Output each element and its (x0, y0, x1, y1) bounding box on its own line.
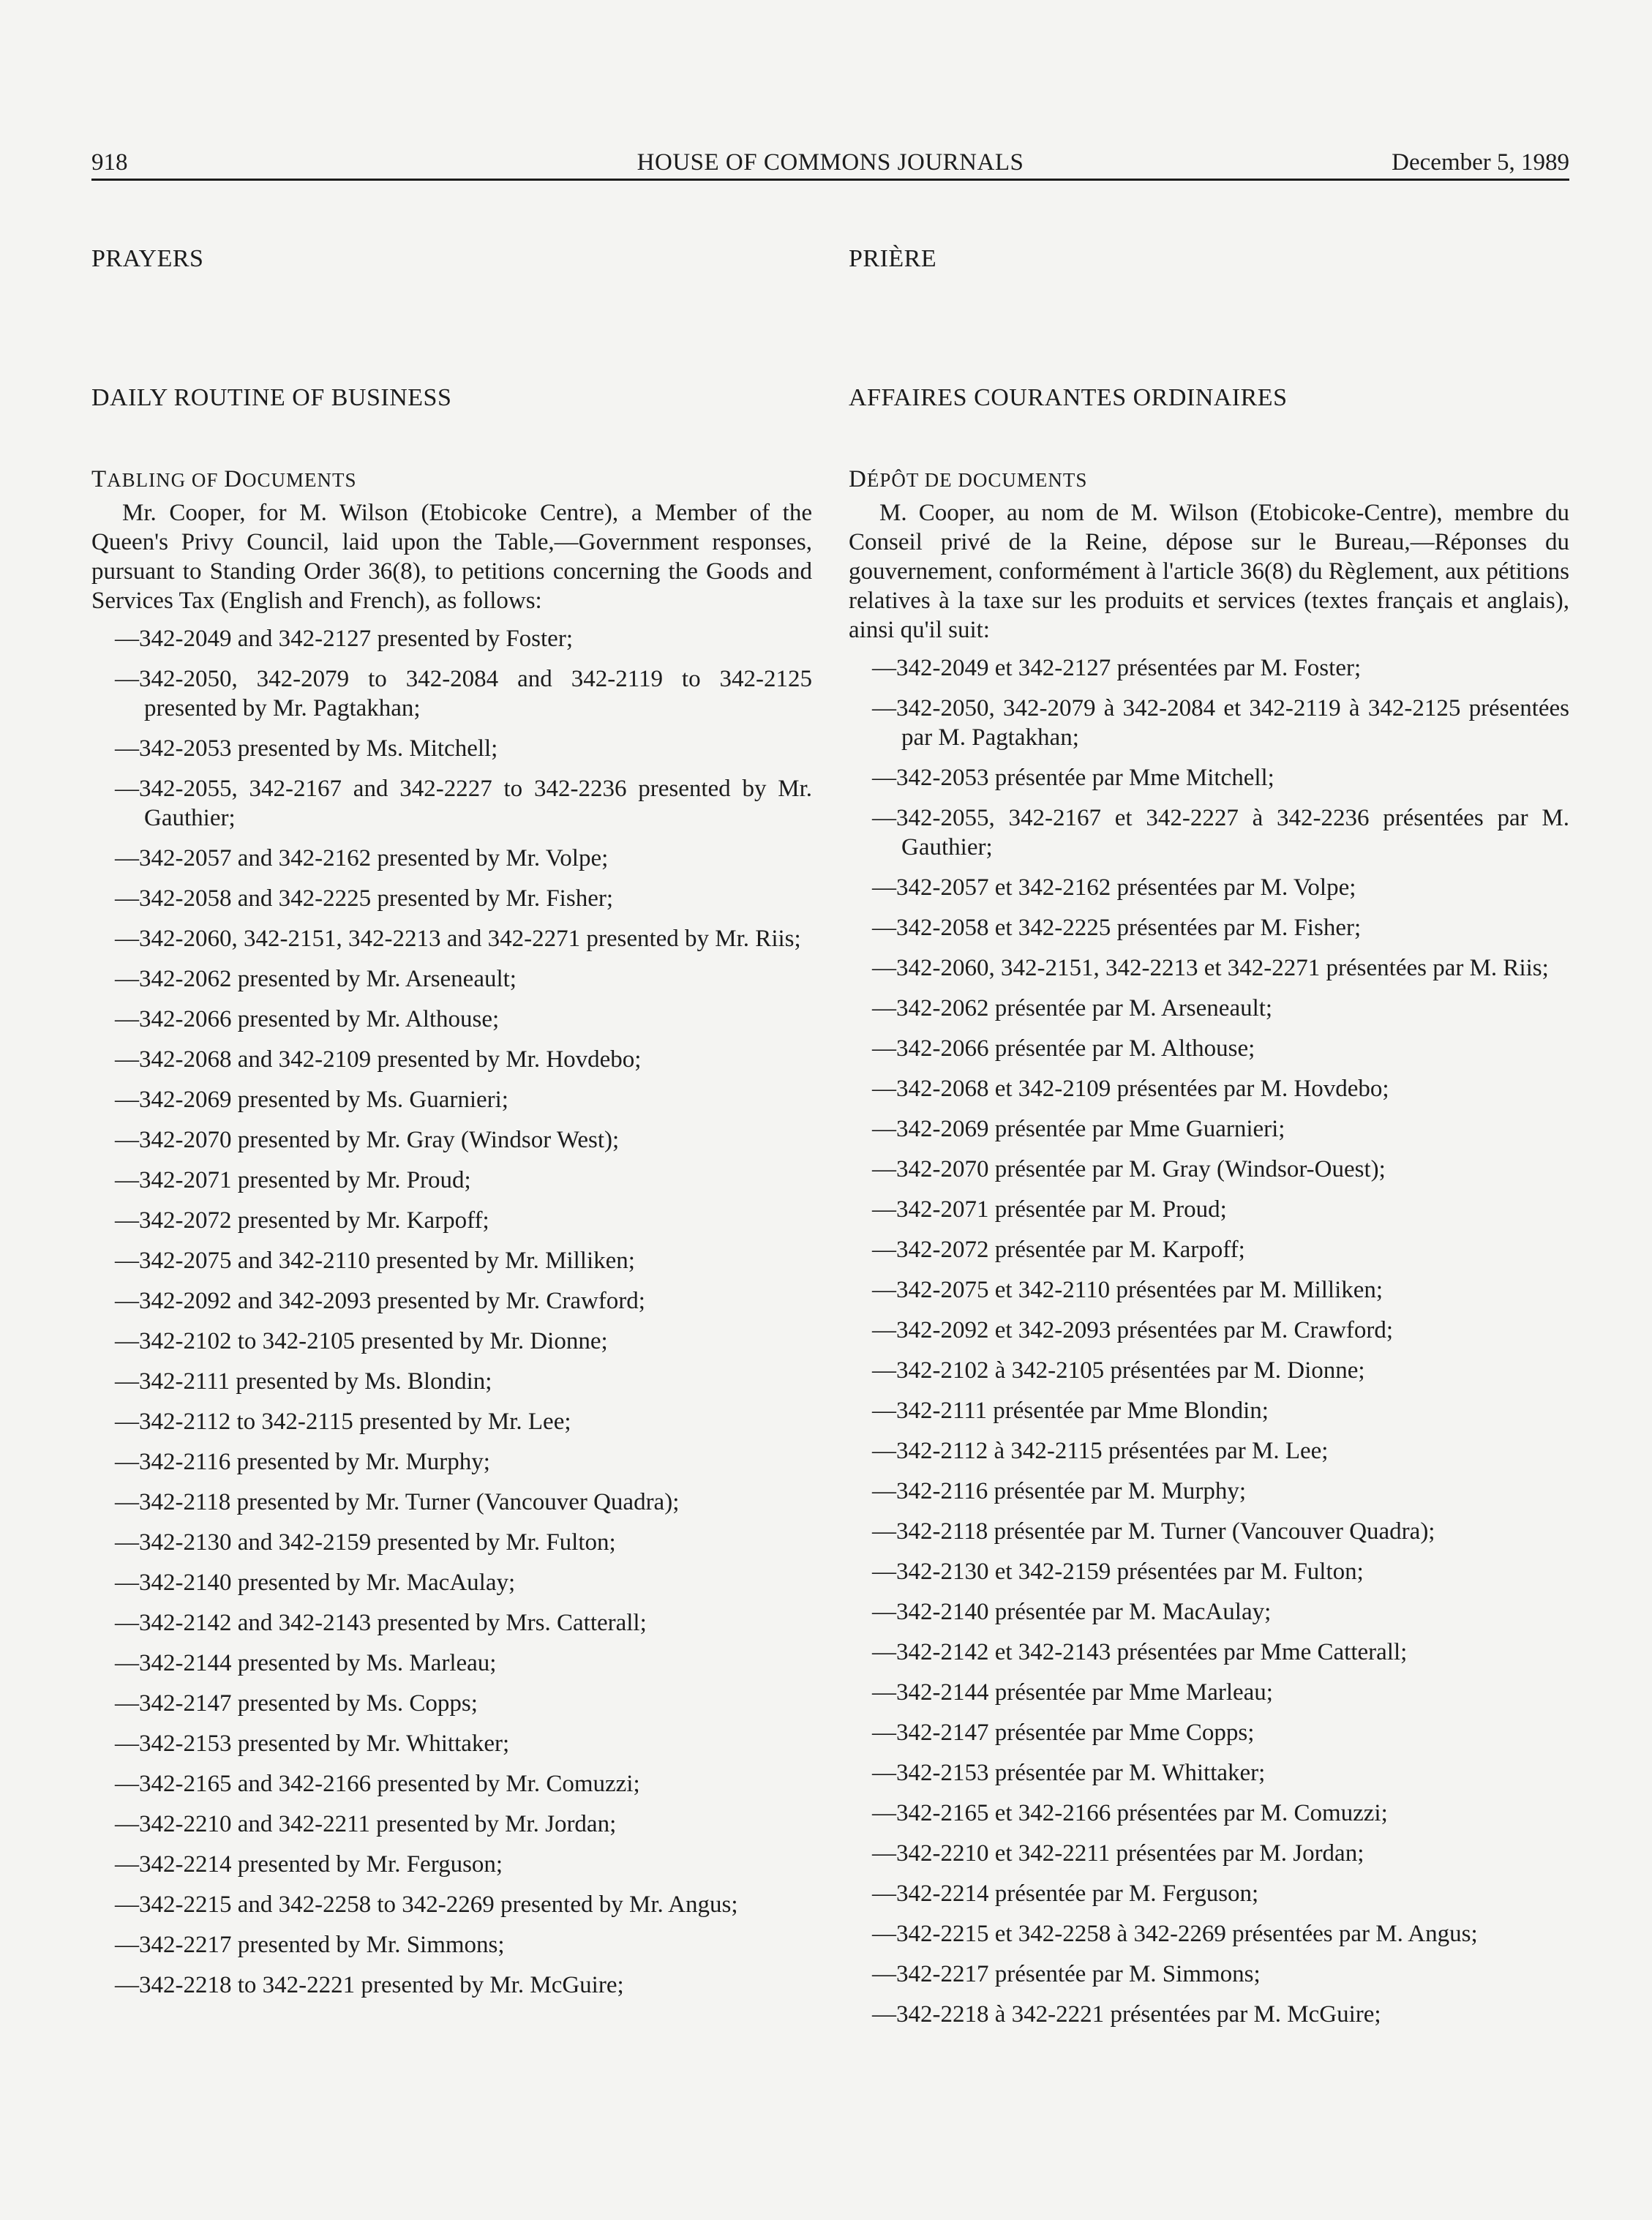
petition-item: —342-2092 and 342-2093 presented by Mr. Crawford; (115, 1288, 645, 1314)
petition-item: —342-2062 présentée par M. Arseneault; (872, 995, 1273, 1021)
petition-item: —342-2060, 342-2151, 342-2213 and 342-2271 presented by Mr. Riis; (115, 926, 801, 952)
petition-item: —342-2058 and 342-2225 presented by Mr. Fisher; (115, 885, 613, 912)
petition-list (849, 653, 1569, 2029)
petition-item: —342-2217 presented by Mr. Simmons; (115, 1932, 505, 1958)
petition-item: —342-2102 à 342-2105 présentées par M. Dionne; (872, 1357, 1365, 1384)
petition-item: —342-2060, 342-2151, 342-2213 et 342-2271 présentées par M. Riis; (872, 955, 1549, 981)
tabling-heading-initial: D (849, 466, 867, 492)
tabling-heading-initial-2: D (224, 466, 243, 492)
journal-date: December 5, 1989 (1392, 149, 1569, 176)
petition-item: —342-2092 et 342-2093 présentées par M. Crawford; (872, 1317, 1394, 1343)
petition-item: —342-2112 to 342-2115 presented by Mr. Lee; (115, 1409, 571, 1435)
petition-item: —342-2058 et 342-2225 présentées par M. Fisher; (872, 915, 1362, 941)
petition-item: —342-2214 présentée par M. Ferguson; (872, 1880, 1259, 1907)
tabling-heading (91, 460, 812, 498)
petition-item: —342-2142 et 342-2143 présentées par Mme Catterall; (872, 1639, 1408, 1665)
petition-item: —342-2111 presented by Ms. Blondin; (115, 1368, 492, 1395)
petition-item: —342-2102 to 342-2105 presented by Mr. Dionne; (115, 1328, 608, 1354)
petition-item: —342-2118 présentée par M. Turner (Vancouver Quadra); (872, 1518, 1435, 1545)
petition-list (91, 624, 812, 2000)
petition-item: —342-2075 et 342-2110 présentées par M. Milliken; (872, 1277, 1383, 1303)
routine-heading: DAILY ROUTINE OF BUSINESS (91, 384, 452, 411)
petition-item: —342-2153 présentée par M. Whittaker; (872, 1760, 1266, 1786)
petition-item: —342-2069 presented by Ms. Guarnieri; (115, 1087, 508, 1113)
english-column (91, 245, 812, 2011)
petition-item: —342-2053 presented by Ms. Mitchell; (115, 735, 498, 762)
petition-item: —342-2072 présentée par M. Karpoff; (872, 1237, 1245, 1263)
petition-item: —342-2217 présentée par M. Simmons; (872, 1961, 1261, 1987)
petition-item: —342-2165 et 342-2166 présentées par M. Comuzzi; (872, 1800, 1388, 1826)
petition-item: —342-2215 et 342-2258 à 342-2269 présentées par M. Angus; (872, 1921, 1478, 1947)
petition-item: —342-2214 presented by Mr. Ferguson; (115, 1851, 503, 1878)
petition-item: —342-2142 and 342-2143 presented by Mrs. Catterall; (115, 1610, 647, 1636)
tabling-intro: M. Cooper, au nom de M. Wilson (Etobicoke-Centre), membre du Conseil privé de la Reine, dépose sur le Bureau,—Réponses du gouvernement, conformément à l'article 36(8) du Règlement, aux pétitions relatives à la taxe sur les produits et services (textes français et anglais), ainsi qu'il suit: (849, 500, 1569, 643)
petition-item: —342-2049 et 342-2127 présentées par M. Foster; (872, 655, 1362, 681)
journal-title: HOUSE OF COMMONS JOURNALS (637, 149, 1024, 176)
petition-item: —342-2071 presented by Mr. Proud; (115, 1167, 471, 1193)
petition-item: —342-2068 and 342-2109 presented by Mr. Hovdebo; (115, 1046, 642, 1073)
prayers-heading: PRIÈRE (849, 245, 937, 272)
petition-item: —342-2111 présentée par Mme Blondin; (872, 1398, 1269, 1424)
page-number: 918 (91, 149, 128, 176)
petition-item: —342-2218 to 342-2221 presented by Mr. McGuire; (115, 1972, 624, 1998)
petition-item: —342-2071 présentée par M. Proud; (872, 1196, 1227, 1223)
french-column (849, 245, 1569, 2040)
petition-item: —342-2144 presented by Ms. Marleau; (115, 1650, 497, 1676)
petition-item: —342-2068 et 342-2109 présentées par M. Hovdebo; (872, 1076, 1389, 1102)
petition-item: —342-2053 présentée par Mme Mitchell; (872, 765, 1274, 791)
petition-item: —342-2055, 342-2167 and 342-2227 to 342-2236 presented by Mr. Gauthier; (115, 776, 812, 831)
tabling-heading-initial: T (91, 466, 108, 492)
tabling-heading-text: ABLING OF (107, 469, 225, 491)
petition-item: —342-2165 and 342-2166 presented by Mr. Comuzzi; (115, 1771, 640, 1797)
petition-item: —342-2062 presented by Mr. Arseneault; (115, 966, 517, 992)
petition-item: —342-2140 presented by Mr. MacAulay; (115, 1570, 516, 1596)
routine-heading: AFFAIRES COURANTES ORDINAIRES (849, 384, 1288, 411)
tabling-heading (849, 460, 1569, 498)
petition-item: —342-2072 presented by Mr. Karpoff; (115, 1207, 489, 1234)
petition-item: —342-2210 et 342-2211 présentées par M. Jordan; (872, 1840, 1364, 1867)
petition-item: —342-2130 et 342-2159 présentées par M. Fulton; (872, 1559, 1364, 1585)
petition-item: —342-2070 présentée par M. Gray (Windsor-Ouest); (872, 1156, 1386, 1182)
petition-item: —342-2147 presented by Ms. Copps; (115, 1690, 478, 1717)
petition-item: —342-2050, 342-2079 to 342-2084 and 342-2119 to 342-2125 presented by Mr. Pagtakhan; (115, 666, 812, 721)
petition-item: —342-2118 presented by Mr. Turner (Vancouver Quadra); (115, 1489, 680, 1515)
page-header (91, 146, 1569, 181)
petition-item: —342-2140 présentée par M. MacAulay; (872, 1599, 1272, 1625)
petition-item: —342-2147 présentée par Mme Copps; (872, 1720, 1255, 1746)
petition-item: —342-2218 à 342-2221 présentées par M. McGuire; (872, 2001, 1381, 2028)
petition-item: —342-2057 et 342-2162 présentées par M. Volpe; (872, 874, 1356, 901)
petition-item: —342-2130 and 342-2159 presented by Mr. Fulton; (115, 1529, 616, 1556)
petition-item: —342-2049 and 342-2127 presented by Foster; (115, 626, 573, 652)
petition-item: —342-2112 à 342-2115 présentées par M. Lee; (872, 1438, 1329, 1464)
prayers-heading: PRAYERS (91, 245, 204, 272)
petition-item: —342-2075 and 342-2110 presented by Mr. Milliken; (115, 1248, 635, 1274)
petition-item: —342-2116 présentée par M. Murphy; (872, 1478, 1247, 1504)
petition-item: —342-2153 presented by Mr. Whittaker; (115, 1730, 510, 1757)
tabling-intro: Mr. Cooper, for M. Wilson (Etobicoke Centre), a Member of the Queen's Privy Council, laid upon the Table,—Government responses, pursuant to Standing Order 36(8), to petitions concerning the Goods and Services Tax (English and French), as follows: (91, 500, 812, 614)
petition-item: —342-2116 presented by Mr. Murphy; (115, 1449, 490, 1475)
tabling-heading-text-2: OCUMENTS (242, 469, 357, 491)
petition-item: —342-2055, 342-2167 et 342-2227 à 342-2236 présentées par M. Gauthier; (872, 805, 1569, 860)
petition-item: —342-2210 and 342-2211 presented by Mr. Jordan; (115, 1811, 617, 1837)
petition-item: —342-2144 présentée par Mme Marleau; (872, 1679, 1273, 1706)
petition-item: —342-2050, 342-2079 à 342-2084 et 342-2119 à 342-2125 présentées par M. Pagtakhan; (872, 695, 1569, 751)
petition-item: —342-2215 and 342-2258 to 342-2269 presented by Mr. Angus; (115, 1891, 738, 1918)
tabling-heading-text: ÉPÔT DE DOCUMENTS (866, 469, 1088, 491)
petition-item: —342-2066 presented by Mr. Althouse; (115, 1006, 500, 1032)
petition-item: —342-2057 and 342-2162 presented by Mr. Volpe; (115, 845, 609, 871)
petition-item: —342-2066 présentée par M. Althouse; (872, 1035, 1255, 1062)
petition-item: —342-2069 présentée par Mme Guarnieri; (872, 1116, 1285, 1142)
petition-item: —342-2070 presented by Mr. Gray (Windsor West); (115, 1127, 620, 1153)
